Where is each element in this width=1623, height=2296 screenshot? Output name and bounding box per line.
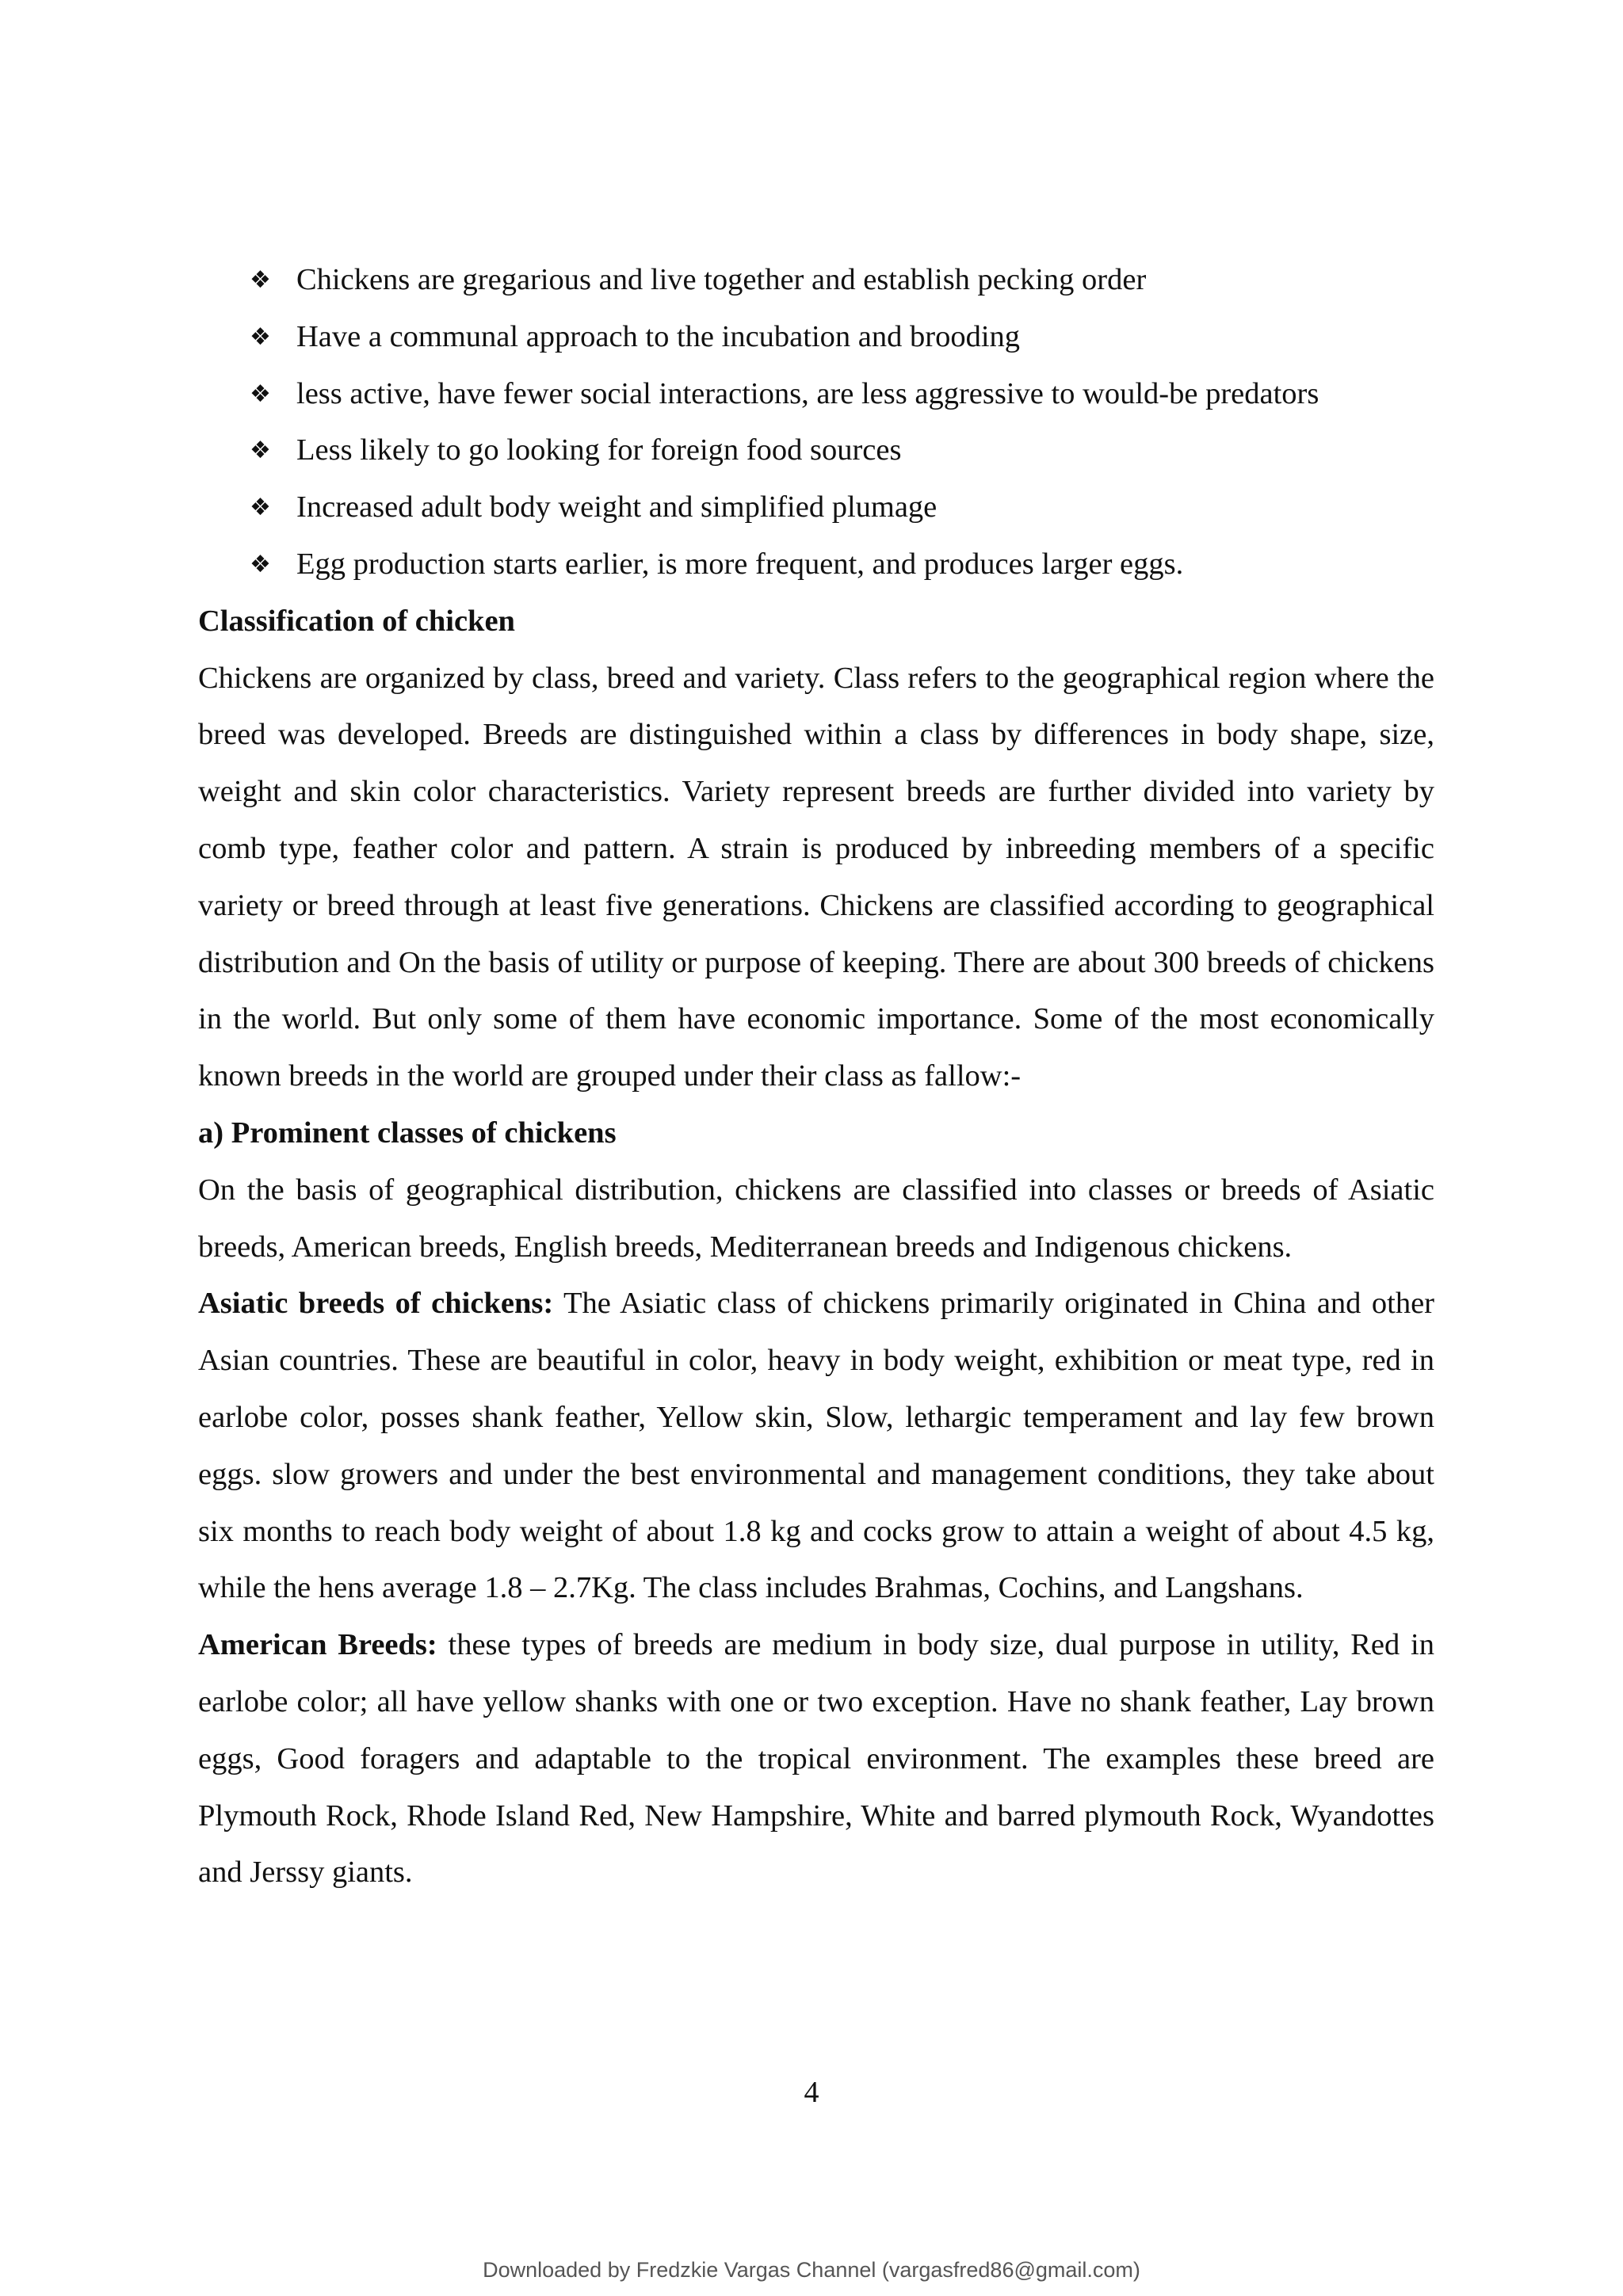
- list-item: [198, 309, 1434, 366]
- list-item: [198, 252, 1434, 309]
- classification-heading: Classification of chicken: [198, 604, 515, 638]
- bullet-text: Increased adult body weight and simplified plumage: [296, 490, 938, 524]
- diamond-bullet-icon: ❖: [250, 322, 271, 351]
- download-footer: Downloaded by Fredzkie Vargas Channel (vargasfred86@gmail.com): [483, 2258, 1140, 2282]
- list-item: [198, 536, 1434, 593]
- bullet-text: Chickens are gregarious and live together and establish pecking order: [296, 263, 1147, 296]
- american-breeds-paragraph: [198, 1617, 1434, 1901]
- list-item: [198, 479, 1434, 536]
- trait-bullet-list: [198, 252, 1434, 593]
- bullet-text: Have a communal approach to the incubation and brooding: [296, 319, 1021, 353]
- list-item: [198, 366, 1434, 423]
- diamond-bullet-icon: ❖: [250, 437, 271, 465]
- asiatic-breeds-label: Asiatic breeds of chickens:: [198, 1287, 554, 1321]
- diamond-bullet-icon: ❖: [250, 494, 271, 522]
- list-item: [198, 422, 1434, 479]
- diamond-bullet-icon: ❖: [250, 379, 271, 408]
- diamond-bullet-icon: ❖: [250, 550, 271, 578]
- prominent-classes-heading: a) Prominent classes of chickens: [198, 1116, 617, 1150]
- classification-paragraph: Chickens are organized by class, breed and variety. Class refers to the geographical region where the breed was developed. Breeds are distinguished within a class by differences in body shape, size, weight and skin color characteristics. Variety represent breeds are further divided into variety by comb type, feather color and pattern. A strain is produced by inbreeding members of a specific variety or breed through at least five generations. Chickens are classified according to geographical distribution and On the basis of utility or purpose of keeping. There are about 300 breeds of chickens in the world. But only some of them have economic importance. Some of the most economically known breeds in the world are grouped under their class as fallow:-: [198, 661, 1434, 1093]
- page-content: [198, 252, 1434, 1901]
- asiatic-breeds-text: The Asiatic class of chickens primarily originated in China and other Asian countries. These are beautiful in color, heavy in body weight, exhibition or meat type, red in earlobe color, posses shank feather, Yellow skin, Slow, lethargic temperament and lay few brown eggs. slow growers and under the best environmental and management conditions, they take about six months to reach body weight of about 1.8 kg and cocks grow to attain a weight of about 4.5 kg, while the hens average 1.8 – 2.7Kg. The class includes Brahmas, Cochins, and Langshans.: [198, 1287, 1434, 1605]
- bullet-text: less active, have fewer social interactions, are less aggressive to would-be predators: [296, 376, 1319, 410]
- bullet-text: Less likely to go looking for foreign food sources: [296, 433, 902, 467]
- american-breeds-label: American Breeds:: [198, 1628, 437, 1662]
- page-number: 4: [804, 2076, 819, 2109]
- american-breeds-text: these types of breeds are medium in body size, dual purpose in utility, Red in earlobe color; all have yellow shanks with one or two exception. Have no shank feather, Lay brown eggs, Good foragers and adaptable to the tropical environment. The examples these breed are Plymouth Rock, Rhode Island Red, New Hampshire, White and barred plymouth Rock, Wyandottes and Jerssy giants.: [198, 1628, 1434, 1890]
- bullet-text: Egg production starts earlier, is more frequent, and produces larger eggs.: [296, 547, 1184, 581]
- prominent-classes-paragraph: On the basis of geographical distribution, chickens are classified into classes or breeds of Asiatic breeds, American breeds, English breeds, Mediterranean breeds and Indigenous chickens.: [198, 1173, 1434, 1264]
- diamond-bullet-icon: ❖: [250, 266, 271, 294]
- asiatic-breeds-paragraph: [198, 1276, 1434, 1617]
